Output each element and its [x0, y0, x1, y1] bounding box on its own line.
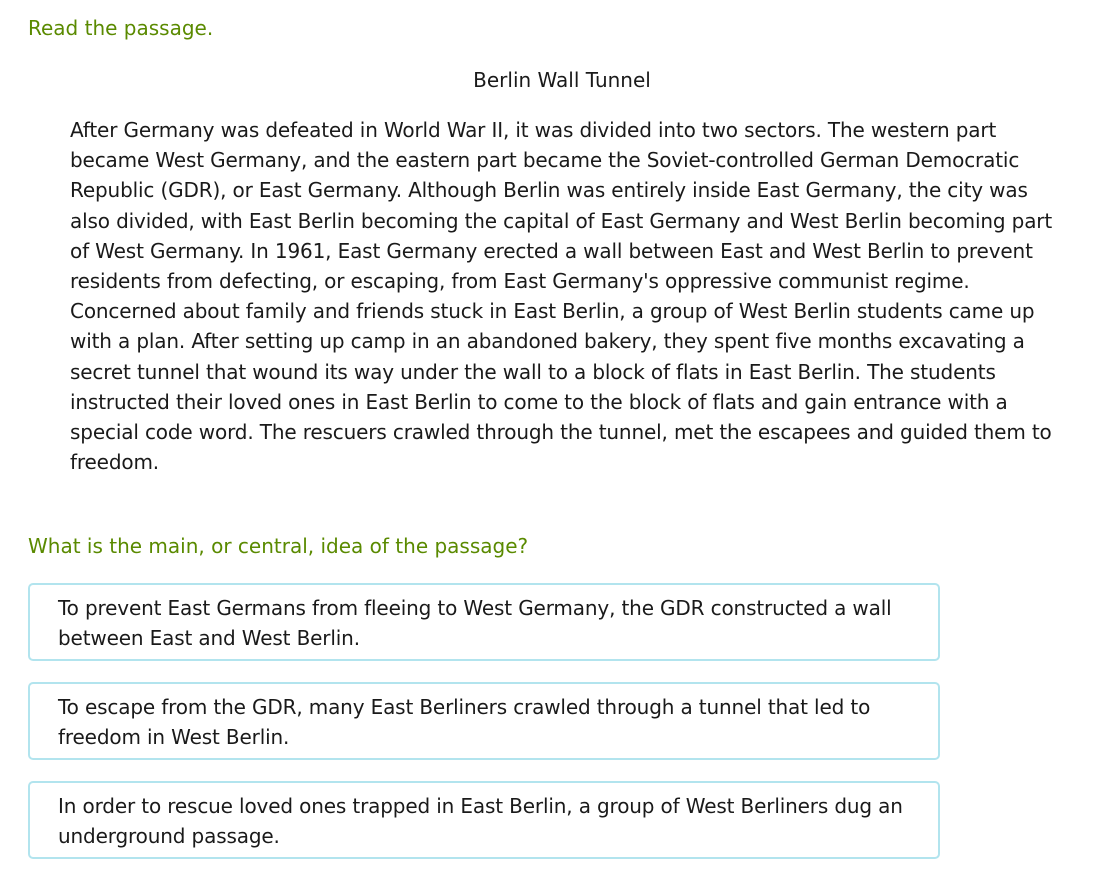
- instruction-text: Read the passage.: [28, 16, 214, 40]
- answer-choice-2[interactable]: To escape from the GDR, many East Berliners crawled through a tunnel that led to freedom in West Berlin.: [28, 682, 940, 760]
- passage-body: After Germany was defeated in World War II, it was divided into two sectors. The western part became West Germany, and the eastern part became the Soviet-controlled German Democratic Republic (GDR), or East Germany. Although Berlin was entirely inside East Germany, the city was also divided, with East Berlin becoming the capital of East Germany and West Berlin becoming part of West Germany. In 1961, East Germany erected a wall between East and West Berlin to prevent residents from defecting, or escaping, from East Germany's oppressive communist regime. Concerned about family and friends stuck in East Berlin, a group of West Berlin students came up with a plan. After setting up camp in an abandoned bakery, they spent five months excavating a secret tunnel that wound its way under the wall to a block of flats in East Berlin. The students instructed their loved ones in East Berlin to come to the block of flats and gain entrance with a special code word. The rescuers crawled through the tunnel, met the escapees and guided them to freedom.: [70, 118, 1053, 475]
- passage-title: Berlin Wall Tunnel: [473, 68, 651, 92]
- answer-choice-3[interactable]: In order to rescue loved ones trapped in East Berlin, a group of West Berliners dug an underground passage.: [28, 781, 940, 859]
- answer-choice-1[interactable]: To prevent East Germans from fleeing to West Germany, the GDR constructed a wall between East and West Berlin.: [28, 583, 940, 661]
- answer-choices: [28, 583, 940, 880]
- question-text: What is the main, or central, idea of the passage?: [28, 534, 529, 558]
